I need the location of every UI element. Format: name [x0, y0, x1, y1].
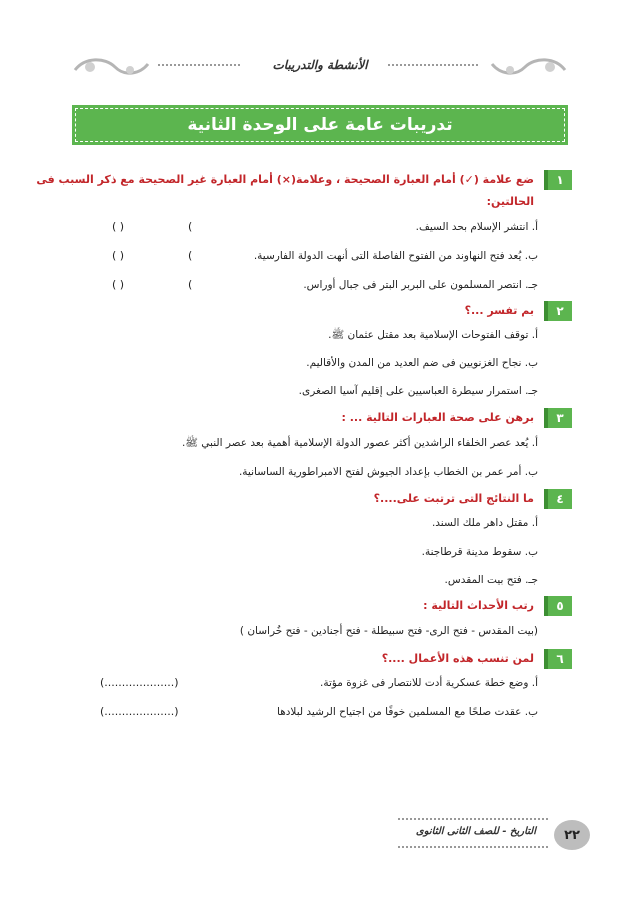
q6-answer-blank-a[interactable]: (....................): [100, 676, 179, 689]
q3-item-b: ب. أمر عمر بن الخطاب بإعداد الجيوش لفتح الامبراطورية الساسانية.: [238, 466, 538, 478]
q1-item-c: جـ. انتصر المسلمون على البربر البتر فى جبال أوراس.: [303, 279, 538, 291]
page-header: [70, 52, 570, 82]
q1-reason-mark-a: (: [188, 220, 193, 233]
question-title-1: ضع علامة (✓) أمام العبارة الصحيحة ، وعلامة(×) أمام العبارة غير الصحيحة مع ذكر السبب فى: [36, 173, 534, 186]
q3-item-a: أ. يُعد عصر الخلفاء الراشدين أكثر عصور الدولة الإسلامية أهمية بعد عصر النبي ﷺ.: [181, 437, 538, 449]
ornament-right-icon: [490, 52, 570, 82]
q2-item-b: ب. نجاح الغزنويين فى ضم العديد من المدن والأقاليم.: [306, 357, 538, 369]
footer-title: التاريخ - للصف الثانى الثانوى: [415, 826, 536, 837]
q6-answer-blank-b[interactable]: (....................): [100, 705, 179, 718]
q5-events: (بيت المقدس - فتح الرى- فتح سبيطلة - فتح أجنادين - فتح خُراسان ): [239, 625, 538, 637]
q1-item-b: ب. يُعد فتح النهاوند من الفتوح الفاصلة التى أنهت الدولة الفارسية.: [253, 250, 538, 262]
q6-item-a: أ. وضع خطة عسكرية أدت للانتصار فى غزوة مؤتة.: [319, 677, 538, 689]
q2-item-a: أ. توقف الفتوحات الإسلامية بعد مقتل عثمان ﷺ.: [328, 329, 538, 341]
q2-item-c: جـ. استمرار سيطرة العباسيين على إقليم آسيا الصغرى.: [298, 385, 538, 397]
header-title: الأنشطة والتدريبات: [272, 58, 368, 72]
question-title-4: ما النتائج التى ترتبت على....؟: [373, 492, 534, 505]
question-number-2: ٢: [544, 301, 572, 321]
header-dots-right: [388, 64, 478, 68]
q1-answer-blank-b[interactable]: ( ): [112, 249, 125, 262]
question-title-2: بم تفسر ...؟: [464, 304, 534, 317]
q1-answer-blank-a[interactable]: ( ): [112, 220, 125, 233]
q4-item-c: جـ. فتح بيت المقدس.: [444, 574, 538, 586]
unit-banner: [75, 108, 565, 142]
q1-item-a: أ. انتشر الإسلام بحد السيف.: [415, 221, 538, 233]
q1-answer-blank-c[interactable]: ( ): [112, 278, 125, 291]
question-number-5: ٥: [544, 596, 572, 616]
q4-item-a: أ. مقتل داهر ملك السند.: [431, 517, 538, 529]
q6-item-b: ب. عقدت صلحًا مع المسلمين خوفًا من اجتياح الرشيد لبلادها: [277, 706, 538, 718]
question-title-6: لمن تنسب هذه الأعمال ....؟: [381, 652, 534, 665]
q1-reason-mark-c: (: [188, 278, 193, 291]
banner-title: تدريبات عامة على الوحدة الثانية: [187, 115, 453, 135]
q1-reason-mark-b: (: [188, 249, 193, 262]
question-number-1: ١: [544, 170, 572, 190]
page-number: ٢٢: [554, 820, 590, 850]
footer-dots-top: [398, 818, 548, 820]
question-number-6: ٦: [544, 649, 572, 669]
question-title-3: برهن على صحة العبارات التالية ... :: [341, 411, 534, 424]
footer-dots-bottom: [398, 846, 548, 848]
q4-item-b: ب. سقوط مدينة قرطاجنة.: [421, 546, 538, 558]
question-title-5: رتب الأحداث التالية :: [423, 599, 534, 612]
question-number-4: ٤: [544, 489, 572, 509]
question-title-1-cont: الحالتين:: [486, 195, 534, 208]
question-number-3: ٣: [544, 408, 572, 428]
